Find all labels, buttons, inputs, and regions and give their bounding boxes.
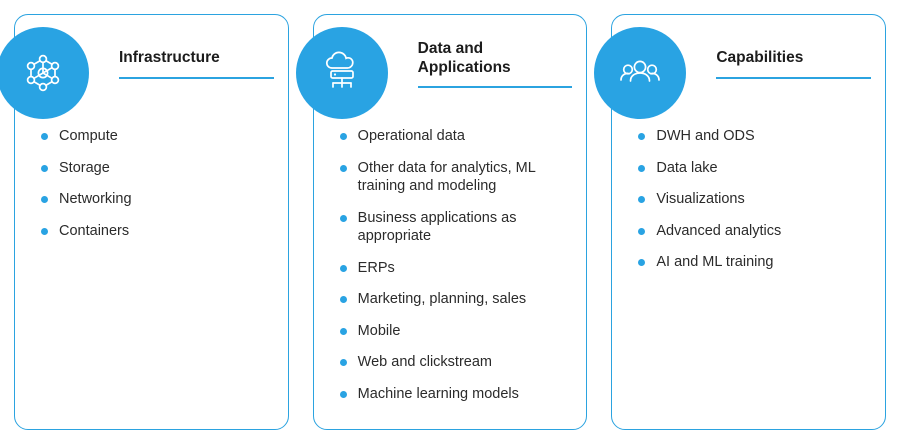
- title-wrap: [418, 40, 573, 94]
- list-item: Storage: [39, 159, 270, 178]
- title-divider: [119, 77, 274, 79]
- item-list: [314, 119, 587, 426]
- molecule-network-icon: [0, 27, 89, 119]
- list-item: Data lake: [636, 159, 867, 178]
- card-capabilities: [611, 14, 886, 430]
- card-header: [612, 15, 885, 119]
- list-item: Advanced analytics: [636, 222, 867, 241]
- list-item: ERPs: [338, 259, 569, 278]
- list-item: Compute: [39, 127, 270, 146]
- card-title: Infrastructure: [119, 49, 220, 67]
- title-wrap: [716, 49, 871, 84]
- list-item: Containers: [39, 222, 270, 241]
- list-item: Operational data: [338, 127, 569, 146]
- item-list: [612, 119, 885, 295]
- title-divider: [716, 77, 871, 79]
- card-infrastructure: [14, 14, 289, 430]
- list-item: DWH and ODS: [636, 127, 867, 146]
- item-list: [15, 119, 288, 263]
- list-item: Web and clickstream: [338, 353, 569, 372]
- card-title: Capabilities: [716, 49, 804, 67]
- list-item: Networking: [39, 190, 270, 209]
- card-header: [15, 15, 288, 119]
- list-item: Machine learning models: [338, 385, 569, 404]
- people-group-icon: [594, 27, 686, 119]
- list-item: Other data for analytics, ML training and modeling: [338, 159, 569, 196]
- list-item: Marketing, planning, sales: [338, 290, 569, 309]
- cloud-server-icon: [296, 27, 388, 119]
- card-header: [314, 15, 587, 119]
- title-divider: [418, 86, 573, 88]
- card-title: Data and Applications: [417, 40, 511, 76]
- card-data-and-applications: [313, 14, 588, 430]
- list-item: AI and ML training: [636, 253, 867, 272]
- list-item: Mobile: [338, 322, 569, 341]
- list-item: Visualizations: [636, 190, 867, 209]
- list-item: Business applications as appropriate: [338, 209, 569, 246]
- title-wrap: [119, 49, 274, 84]
